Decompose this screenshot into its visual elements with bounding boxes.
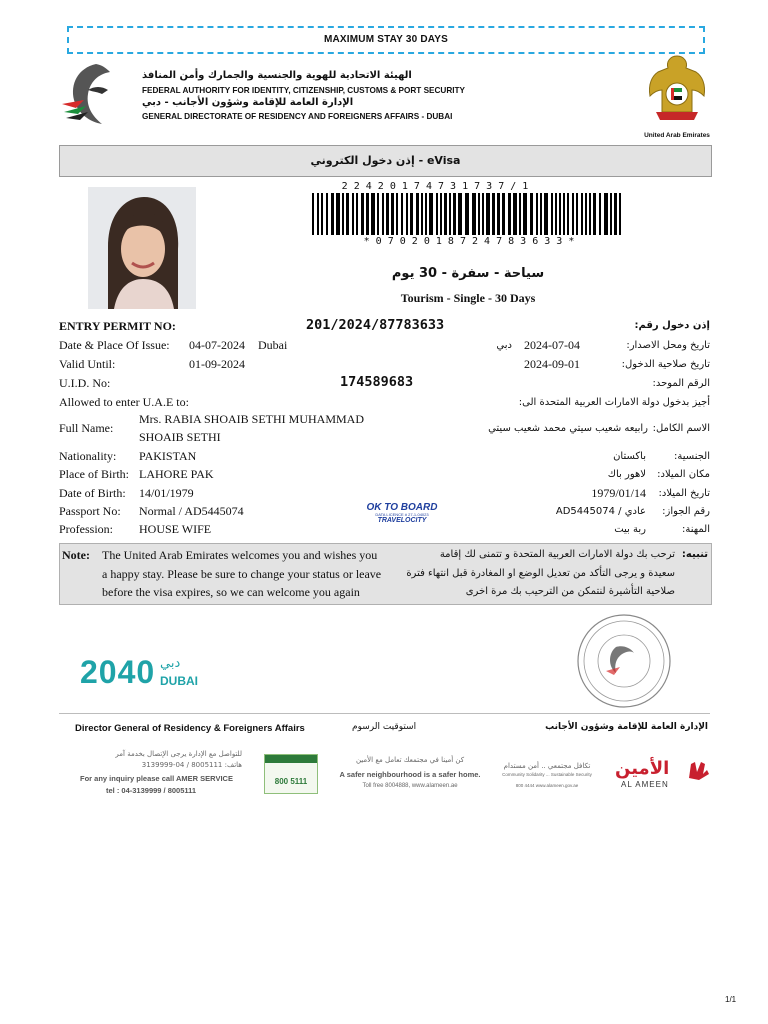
note-text-ar-line1: ترحب بك دولة الامارات العربية المتحدة و تتمنى لك إقامة (439, 549, 675, 560)
note-text-en-line2: a happy stay. Please be sure to change your status or leave (102, 566, 382, 581)
entry-permit-label-ar: إذن دخول رقم: (634, 320, 710, 331)
ok-to-board-stamp (366, 503, 438, 524)
visa-type-ar: سياحة - سفرة - 30 يوم (391, 266, 545, 281)
issue-date-ar: 2024-07-04 (524, 338, 580, 352)
allowed-label-ar: أجيز بدخول دولة الامارات العربية المتحدة الى: (518, 397, 710, 408)
barcode-bar (406, 193, 408, 235)
pob-label-ar: مكان الميلاد: (657, 469, 710, 480)
barcode-bar (551, 193, 553, 235)
ameen-hand-icon (685, 758, 711, 782)
barcode-bar (386, 193, 389, 235)
issue-place: Dubai (258, 338, 288, 352)
barcode-bar (326, 193, 328, 235)
passport-value: Normal / AD5445074 (139, 504, 244, 518)
pob-label: Place of Birth: (59, 467, 129, 481)
barcode-bar (396, 193, 398, 235)
note-label-ar: تنبيه: (681, 549, 708, 560)
issue-label: Date & Place Of Issue: (59, 338, 170, 352)
barcode-bar (449, 193, 451, 235)
barcode-bar (530, 193, 533, 235)
valid-value: 01-09-2024 (189, 357, 245, 371)
barcode-bar (352, 193, 354, 235)
barcode-bar (444, 193, 447, 235)
stamp-line2: DATA LICENCE # 27-1-04023 (375, 512, 429, 517)
barcode-bar (416, 193, 419, 235)
barcode-bar (342, 193, 344, 235)
amer-phone-ar: هاتف: 8005111 / 04-3139999 (141, 761, 242, 769)
entry-permit-value: 201/2024/87783633 (306, 317, 445, 333)
barcode-bar (346, 193, 349, 235)
stamp-line3: TRAVELOCITY (377, 517, 427, 524)
max-stay-banner: MAXIMUM STAY 30 DAYS (67, 26, 705, 54)
barcode-bar (382, 193, 384, 235)
valid-value-ar: 2024-09-01 (524, 357, 580, 371)
barcode-bar (502, 193, 505, 235)
pob-value-ar: لاهور باك (607, 469, 646, 480)
profession-value: HOUSE WIFE (139, 522, 212, 536)
pob-value: LAHORE PAK (139, 467, 214, 481)
barcode-bar (458, 193, 462, 235)
al-ameen-logo (615, 758, 713, 794)
barcode-bar (555, 193, 557, 235)
solidarity-en: Community Solidarity ... Sustainable Security (502, 772, 592, 777)
barcode-bar (576, 193, 578, 235)
authority-name-ar: الهيئة الاتحادية للهوية والجنسية والجمارك وأمن المنافذ (142, 70, 412, 81)
note-text-en-line1: The United Arab Emirates welcomes you and wishes you (102, 548, 378, 562)
fullname-label: Full Name: (59, 421, 114, 435)
barcode-bar (312, 193, 314, 235)
ameen-logo-ar: الأمين (615, 758, 670, 779)
barcode-bar (492, 193, 495, 235)
profession-label-ar: المهنة: (682, 524, 710, 535)
ameen-logo-en: AL AMEEN (621, 780, 669, 789)
passport-photo (88, 187, 196, 309)
barcode-bar (536, 193, 538, 235)
barcode-bar (593, 193, 596, 235)
passport-value-ar: عادي / AD5445074 (555, 506, 646, 517)
note-label-en: Note: (62, 548, 90, 562)
barcode-bar (361, 193, 364, 235)
nationality-label-ar: الجنسية: (674, 451, 710, 462)
barcode-bar (465, 193, 469, 235)
authority-name-en: FEDERAL AUTHORITY FOR IDENTITY, CITIZENSHIP, CUSTOMS & PORT SECURITY (142, 86, 465, 95)
note-text-ar-line3: صلاحية التأشيرة لنتمكن من الترحيب بك مرة اخرى (465, 586, 675, 597)
ameen-slogan-ar: كن أمينا في مجتمعك تعامل مع الأمين (355, 756, 465, 764)
note-text-ar (405, 546, 675, 602)
passport-label-ar: رقم الجواز: (662, 506, 710, 517)
barcode-bar (331, 193, 334, 235)
barcode-bar (567, 193, 569, 235)
barcode-bar (523, 193, 527, 235)
uid-label: U.I.D. No: (59, 376, 111, 390)
amer-text-en: For any inquiry please call AMER SERVICE (80, 774, 233, 783)
barcode-bar (497, 193, 500, 235)
barcode-bar (377, 193, 379, 235)
barcode-bar (366, 193, 369, 235)
allowed-label: Allowed to enter U.A.E to: (59, 395, 189, 409)
barcode-bar (599, 193, 601, 235)
barcode-bar (585, 193, 587, 235)
dubai-logo-number: 2040 (80, 654, 156, 690)
ameen-slogan-en: A safer neighbourhood is a safer home. (339, 770, 481, 779)
uae-emblem-icon (644, 52, 710, 130)
issue-label-ar: تاريخ ومحل الاصدار: (626, 340, 710, 351)
falcon-logo-icon (58, 60, 132, 130)
barcode-bar (513, 193, 517, 235)
directorate-name-en: GENERAL DIRECTORATE OF RESIDENCY AND FOREIGNERS AFFAIRS - DUBAI (142, 112, 453, 121)
solidarity-ar: تكافل مجتمعي .. أمن مستدام (503, 762, 591, 770)
issue-date: 04-07-2024 (189, 338, 245, 352)
dob-label: Date of Birth: (59, 486, 126, 500)
dob-value: 14/01/1979 (139, 486, 194, 500)
valid-label: Valid Until: (59, 357, 116, 371)
barcode-bar (425, 193, 427, 235)
barcode-bar (486, 193, 490, 235)
service-number: 800 5111 (274, 777, 308, 786)
nationality-value-ar: باكستان (613, 451, 646, 462)
barcode-bar (519, 193, 521, 235)
director-general-ar: الإدارة العامة للإقامة وشؤون الأجانب (545, 722, 708, 732)
note-text-ar-line2: سعيدة و يرجى التأكد من تعديل الوضع او المغادرة قبل انتهاء فترة (406, 567, 675, 579)
fullname-label-ar: الاسم الكامل: (652, 423, 710, 434)
evisa-title: إذن دخول الكتروني - eVisa (59, 145, 712, 177)
barcode-bar (482, 193, 484, 235)
dob-value-ar: 1979/01/14 (591, 486, 646, 500)
barcode-bar (391, 193, 394, 235)
amer-service-badge (264, 754, 318, 794)
barcode-bar (421, 193, 423, 235)
barcode-bar (317, 193, 319, 235)
barcode-bar (472, 193, 476, 235)
ameen-toll-free: Toll free 8004888, www.alameen.ae (362, 783, 458, 789)
barcode-bar (508, 193, 511, 235)
barcode-bar (559, 193, 561, 235)
barcode-bar (544, 193, 548, 235)
nationality-label: Nationality: (59, 449, 117, 463)
barcode-bar (563, 193, 565, 235)
note-text-en (102, 546, 402, 602)
page-number: 1/1 (725, 995, 737, 1004)
barcode-bar (604, 193, 608, 235)
barcode-bar (619, 193, 621, 235)
fullname-line1: Mrs. RABIA SHOAIB SETHI MUHAMMAD (139, 412, 365, 426)
solidarity-contact: 800 4444 www.alameen.gov.ae (515, 783, 579, 788)
uid-label-ar: الرقم الموحد: (652, 378, 710, 389)
barcode (312, 193, 626, 235)
visa-type-en: Tourism - Single - 30 Days (400, 291, 536, 305)
barcode-bar (436, 193, 438, 235)
fullname-ar: رابيعه شعيب سيتي محمد شعيب سيتي (488, 423, 648, 434)
barcode-bar (572, 193, 574, 235)
dob-label-ar: تاريخ الميلاد: (658, 488, 710, 499)
signature-ar: استوقيت الرسوم (352, 722, 417, 732)
barcode-bar (540, 193, 542, 235)
stamp-line1: OK TO BOARD (366, 502, 438, 513)
issue-place-ar: دبي (496, 340, 512, 351)
barcode-bar (401, 193, 403, 235)
profession-value-ar: ربة بيت (614, 524, 646, 535)
barcode-bar (581, 193, 583, 235)
fullname-line2: SHOAIB SETHI (139, 430, 221, 444)
valid-label-ar: تاريخ صلاحية الدخول: (621, 359, 710, 370)
emblem-caption: United Arab Emirates (644, 132, 710, 139)
barcode-top-number: 2 2 4 2 0 1 7 4 7 3 1 7 3 7 / 1 (341, 181, 529, 192)
dubai-logo-ar: دبي (160, 656, 181, 671)
director-general-en: Director General of Residency & Foreigners Affairs (75, 723, 305, 734)
barcode-bottom-number: * 0 7 0 2 0 1 8 7 2 4 7 8 3 6 3 3 * (363, 236, 575, 247)
barcode-bar (371, 193, 375, 235)
barcode-bar (321, 193, 323, 235)
footer-divider (59, 713, 710, 714)
uid-value: 174589683 (340, 374, 414, 390)
barcode-bar (429, 193, 433, 235)
barcode-bar (336, 193, 340, 235)
dubai-logo-en: DUBAI (160, 674, 198, 688)
barcode-bar (410, 193, 413, 235)
official-seal-icon (576, 613, 672, 709)
nationality-value: PAKISTAN (139, 449, 197, 463)
barcode-bar (614, 193, 617, 235)
barcode-bar (610, 193, 612, 235)
barcode-bar (440, 193, 442, 235)
barcode-bar (356, 193, 358, 235)
amer-tel: tel : 04-3139999 / 8005111 (106, 786, 197, 795)
passport-label: Passport No: (59, 504, 121, 518)
amer-text-ar: للتواصل مع الإدارة يرجى الإتصال بخدمة آمر (115, 750, 242, 758)
directorate-name-ar: الإدارة العامة للإقامة وشؤون الأجانب - دبي (142, 97, 354, 108)
note-text-en-line3: before the visa expires, so we can welcome you again (102, 585, 360, 599)
barcode-bar (478, 193, 480, 235)
profession-label: Profession: (59, 522, 113, 536)
barcode-bar (589, 193, 591, 235)
barcode-bar (453, 193, 456, 235)
entry-permit-label: ENTRY PERMIT NO: (59, 319, 176, 333)
